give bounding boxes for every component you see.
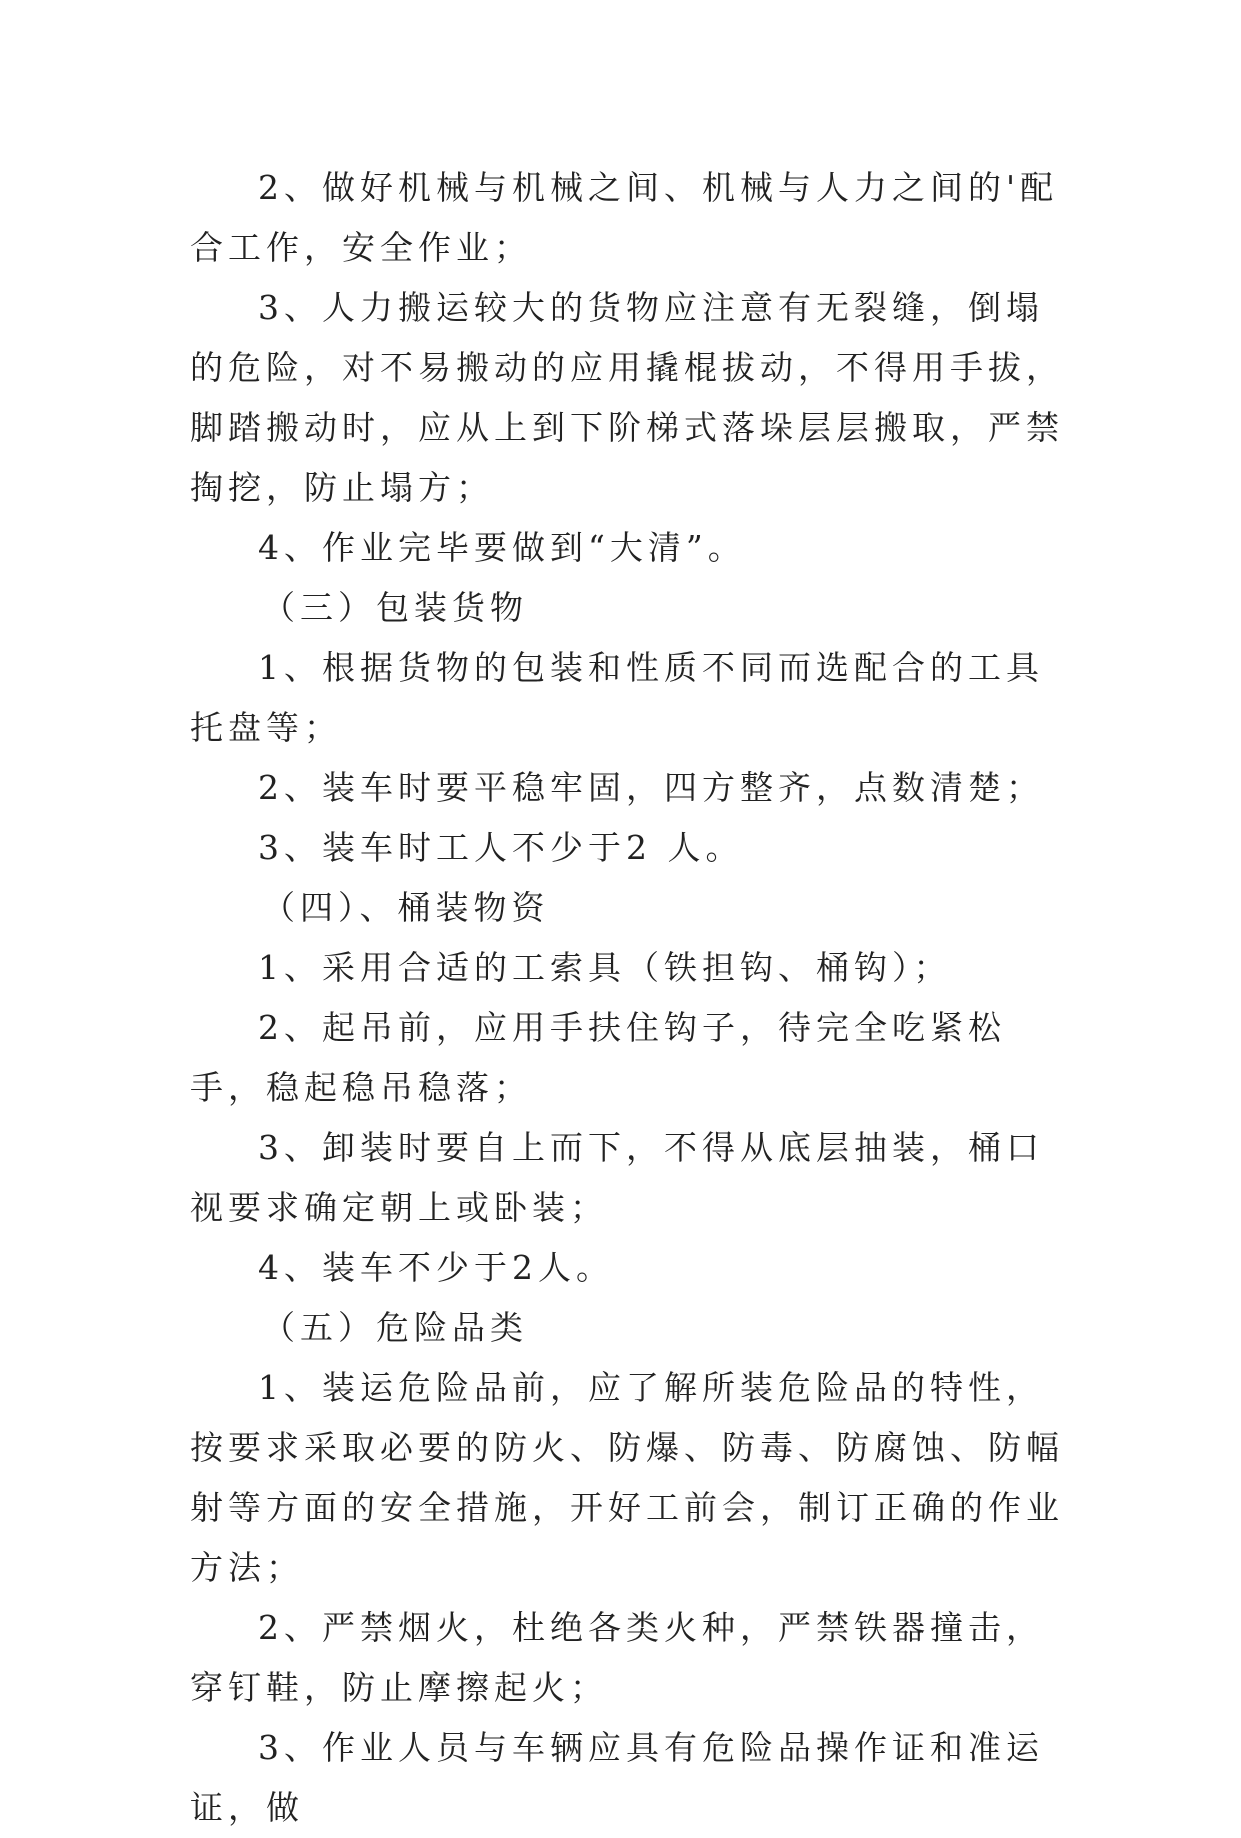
section-heading-packaged-goods: （三）包装货物	[262, 588, 528, 627]
paragraph-item-3: 3、卸装时要自上而下，不得从底层抽装，桶口视要求确定朝上或卧装；	[190, 1128, 1044, 1227]
paragraph-item-1: 1、采用合适的工索具（铁担钩、桶钩）；	[258, 948, 952, 987]
paragraph-item-4: 4、作业完毕要做到“大清”。	[258, 528, 746, 567]
paragraph-item-3: 3、作业人员与车辆应具有危险品操作证和准运证，做	[190, 1728, 1044, 1827]
document-body	[190, 158, 1070, 1838]
paragraph-item-2: 2、装车时要平稳牢固，四方整齐，点数清楚；	[258, 768, 1044, 807]
paragraph-item-2: 2、起吊前，应用手扶住钩子，待完全吃紧松手，稳起稳吊稳落；	[190, 1008, 1006, 1107]
paragraph-item-2: 2、做好机械与机械之间、机械与人力之间的'配合工作，安全作业；	[190, 168, 1059, 267]
paragraph-item-1: 1、根据货物的包装和性质不同而选配合的工具托盘等；	[190, 648, 1044, 747]
paragraph-item-3: 3、人力搬运较大的货物应注意有无裂缝，倒塌的危险，对不易搬动的应用撬棍拔动，不得用手拔，脚踏搬动时，应从上到下阶梯式落垛层层搬取，严禁掏挖，防止塌方；	[190, 288, 1064, 507]
section-heading-barrel-goods: （四）、桶装物资	[262, 888, 550, 927]
paragraph-item-4: 4、装车不少于2人。	[258, 1248, 614, 1287]
paragraph-item-2: 2、严禁烟火，杜绝各类火种，严禁铁器撞击，穿钉鞋，防止摩擦起火；	[190, 1608, 1044, 1707]
paragraph-item-1: 1、装运危险品前，应了解所装危险品的特性，按要求采取必要的防火、防爆、防毒、防腐蚀、防幅射等方面的安全措施，开好工前会，制订正确的作业方法；	[190, 1368, 1064, 1587]
section-heading-hazardous-goods: （五）危险品类	[262, 1308, 528, 1347]
paragraph-item-3: 3、装车时工人不少于2 人。	[258, 828, 744, 867]
